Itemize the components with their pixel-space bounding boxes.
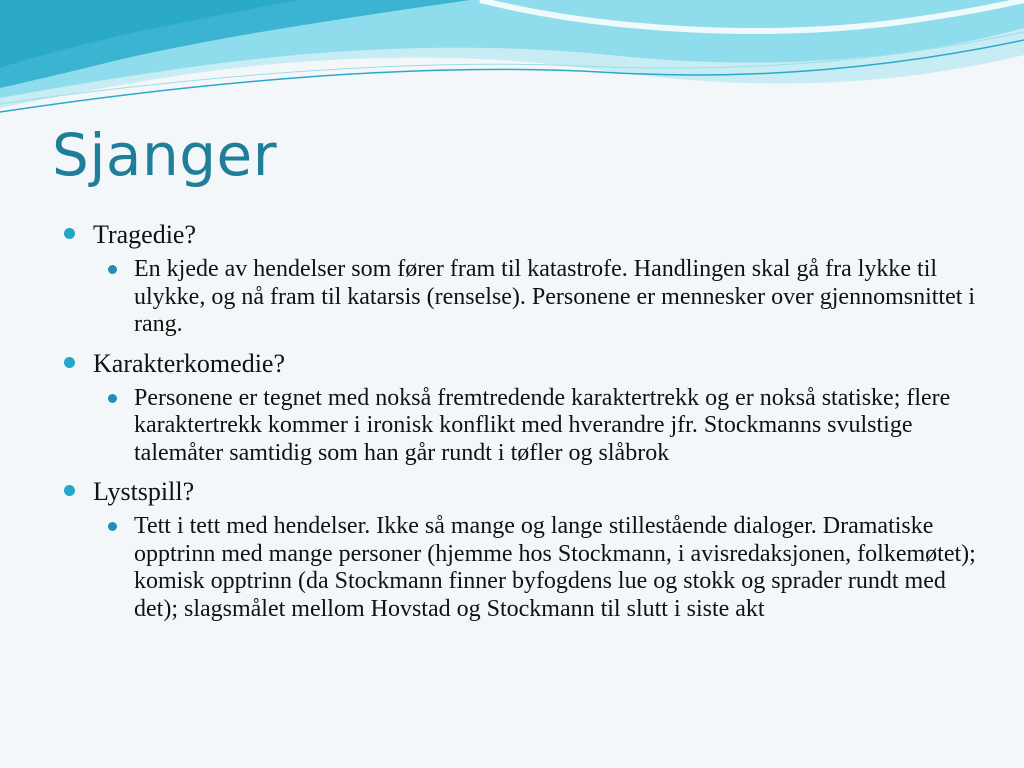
sub-bullet-dot-icon	[108, 265, 117, 274]
sub-bullet-karakterkomedie	[134, 385, 982, 468]
sub-bullet-lystspill	[134, 513, 982, 623]
header-wave-decoration	[0, 0, 1024, 120]
sub-bullet-text: Personene er tegnet med nokså fremtredende karaktertrekk og er nokså statiske; flere karaktertrekk kommer i ironisk konflikt med hverandre jfr. Stockmanns svulstige talemåter samtidig som han går rundt i tøfler og slåbrok	[134, 384, 951, 466]
bullet-item-lystspill	[62, 477, 982, 507]
bullet-dot-icon	[64, 485, 75, 496]
bullet-dot-icon	[64, 357, 75, 368]
sub-bullet-text: En kjede av hendelser som fører fram til katastrofe. Handlingen skal gå fra lykke til ulykke, og nå fram til katarsis (renselse). Personene er mennesker over gjennomsnittet i rang.	[134, 256, 976, 337]
sub-bullet-dot-icon	[108, 394, 117, 403]
bullet-heading: Karakterkomedie?	[93, 348, 286, 378]
bullet-heading: Lystspill?	[93, 477, 195, 506]
sub-bullet-dot-icon	[108, 522, 117, 531]
bullet-dot-icon	[64, 228, 75, 239]
bullet-item-tragedie	[62, 220, 982, 250]
bullet-item-karakterkomedie	[62, 349, 982, 379]
bullet-list	[62, 220, 982, 633]
sub-bullet-text: Tett i tett med hendelser. Ikke så mange og lange stillestående dialoger. Dramatiske opptrinn med mange personer (hjemme hos Stockmann, i avisredaksjonen, folkemøtet); komisk opptrinn (da Stockmann finner byfogdens lue og stokk og sprader rundt med det); slagsmålet mellom Hovstad og Stockmann til slutt i siste akt	[134, 513, 976, 622]
bullet-heading: Tragedie?	[93, 220, 197, 249]
slide-title: Sjanger	[52, 121, 278, 189]
sub-bullet-tragedie	[134, 256, 982, 339]
